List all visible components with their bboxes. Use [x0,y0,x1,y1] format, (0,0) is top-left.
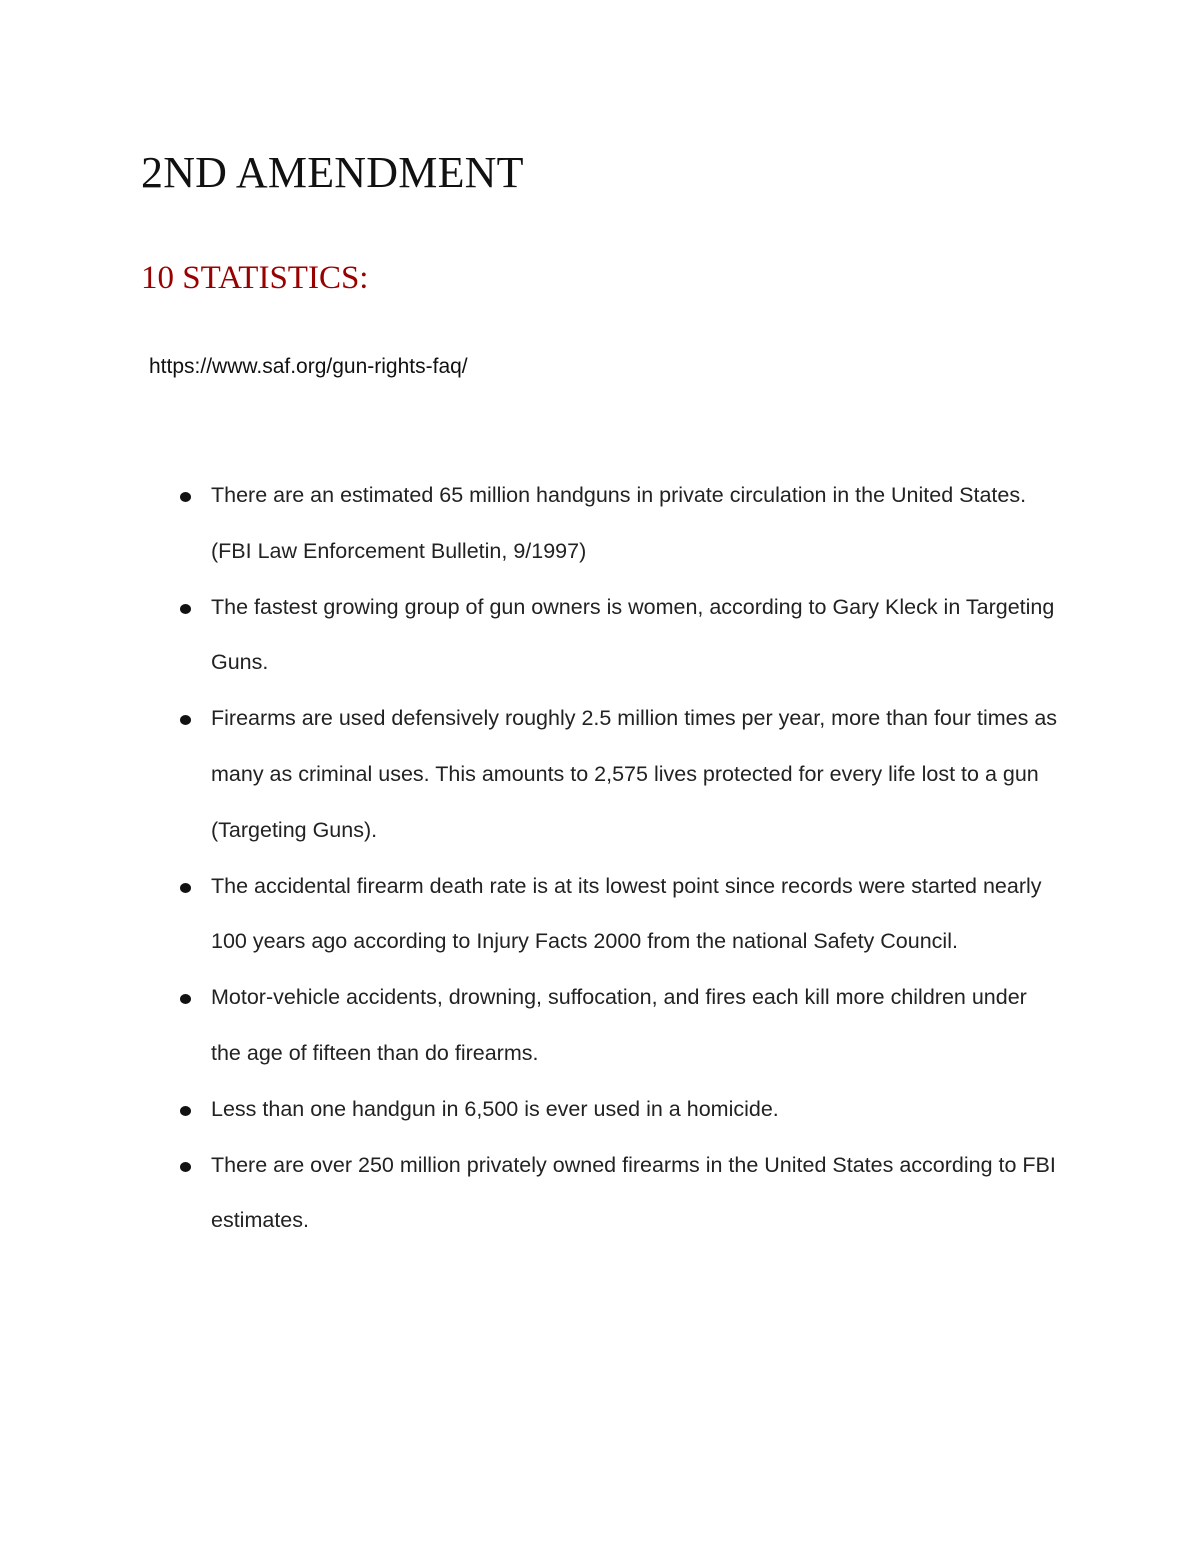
statistic-text: There are an estimated 65 million handguns in private circulation in the United States. (FBI Law Enforcement Bulletin, 9/1997) [211,483,1027,563]
bullet-icon [180,492,191,502]
source-link[interactable]: https://www.saf.org/gun-rights-faq/ [149,355,468,378]
list-item [0,468,1061,580]
bullet-icon [180,1162,191,1172]
bullet-icon [180,604,191,614]
bullet-icon [180,883,191,893]
list-item [0,970,1061,1082]
bullet-icon [180,715,191,725]
list-item [0,580,1061,692]
statistic-text: Motor-vehicle accidents, drowning, suffocation, and fires each kill more children under the age of fifteen than do firearms. [211,985,1027,1065]
statistics-list [0,468,1200,1249]
statistics-heading: 10 STATISTICS: [141,260,369,296]
bullet-icon [180,994,191,1004]
statistic-text: Firearms are used defensively roughly 2.5 million times per year, more than four times as many as criminal uses. This amounts to 2,575 lives protected for every life lost to a gun (Targeting Guns). [211,706,1058,842]
statistic-text: The accidental firearm death rate is at its lowest point since records were started nearly 100 years ago according to Injury Facts 2000 from the national Safety Council. [211,873,1042,954]
list-item [0,859,1061,971]
list-item [0,1138,1061,1250]
bullet-icon [180,1106,191,1116]
statistic-text: The fastest growing group of gun owners is women, according to Gary Kleck in Targeting Guns. [211,594,1055,675]
document-title: 2ND AMENDMENT [141,148,524,197]
statistic-text: Less than one handgun in 6,500 is ever used in a homicide. [211,1096,779,1121]
list-item [0,691,1061,858]
statistic-text: There are over 250 million privately owned firearms in the United States according to FBI estimates. [211,1152,1056,1233]
list-item [0,1082,1061,1138]
